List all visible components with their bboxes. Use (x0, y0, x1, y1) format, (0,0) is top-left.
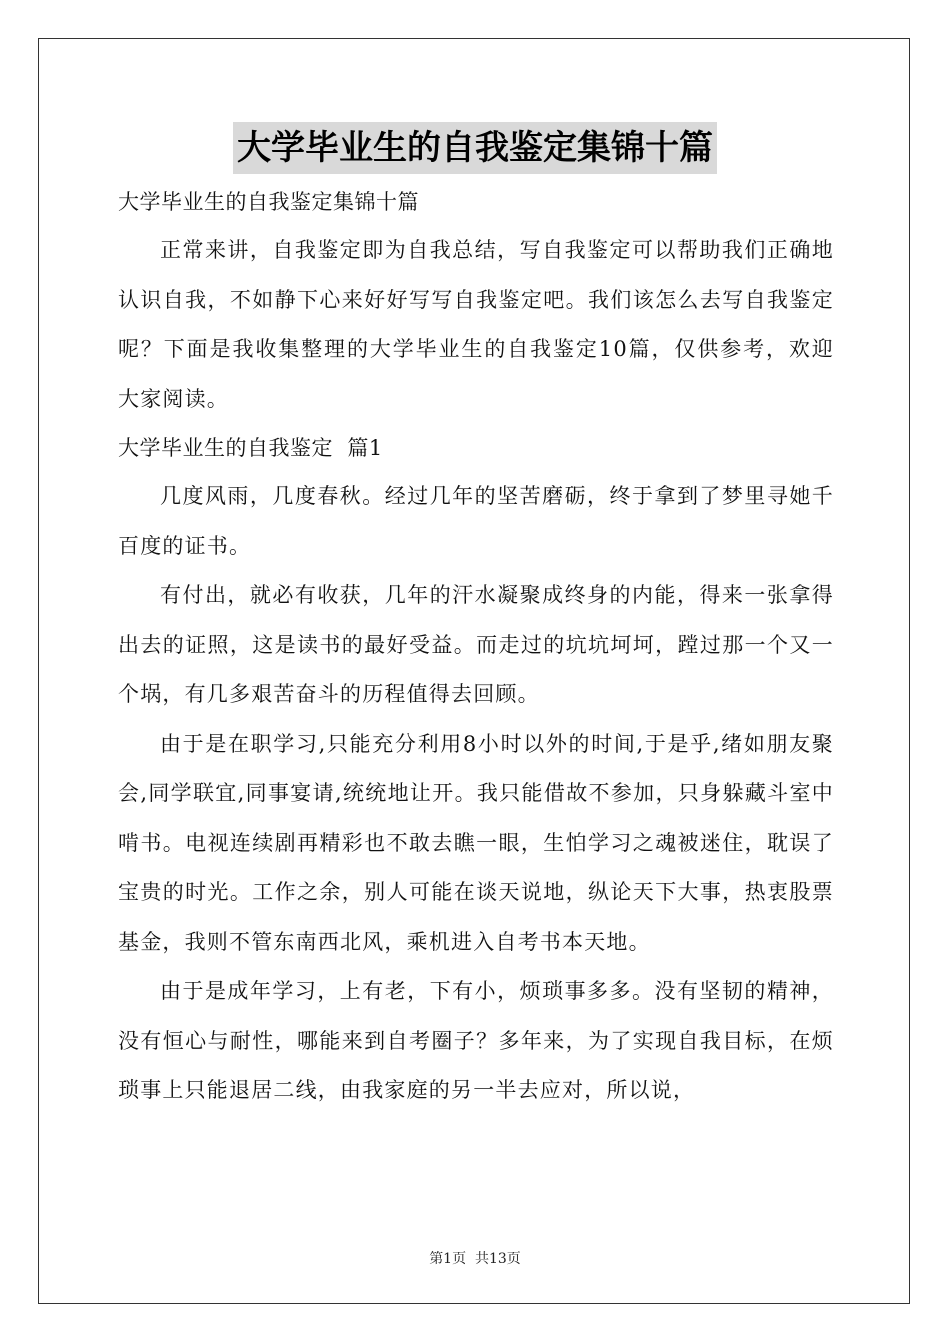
page-footer (0, 1248, 950, 1268)
document-subtitle: 大学毕业生的自我鉴定集锦十篇 (118, 190, 419, 214)
document-title: 大学毕业生的自我鉴定集锦十篇 (233, 122, 717, 174)
body-paragraph-1: 几度风雨，几度春秋。经过几年的坚苦磨砺，终于拿到了梦里寻她千百度的证书。 (118, 484, 834, 558)
title-container (0, 122, 950, 174)
intro-paragraph: 正常来讲，自我鉴定即为自我总结，写自我鉴定可以帮助我们正确地认识自我，不如静下心来好好写写自我鉴定吧。我们该怎么去写自我鉴定呢？下面是我收集整理的大学毕业生的自我鉴定10篇，仅供参考，欢迎大家阅读。 (118, 238, 834, 411)
body-paragraph-3: 由于是在职学习,只能充分利用8小时以外的时间,于是乎,绪如朋友聚会,同学联宜,同事宴请,统统地让开。我只能借故不参加，只身躲藏斗室中啃书。电视连续剧再精彩也不敢去瞧一眼，生怕学习之魂被迷住，耽误了宝贵的时光。工作之余，别人可能在谈天说地，纵论天下大事，热衷股票基金，我则不管东南西北风，乘机进入自考书本天地。 (118, 731, 834, 954)
section-heading: 大学毕业生的自我鉴定 篇1 (118, 436, 383, 460)
body-paragraph-2: 有付出，就必有收获，几年的汗水凝聚成终身的内能，得来一张拿得出去的证照，这是读书的最好受益。而走过的坑坑坷坷，蹚过那一个又一个埚，有几多艰苦奋斗的历程值得去回顾。 (118, 583, 834, 706)
page-number: 第1页 共13页 (429, 1251, 521, 1267)
document-body (118, 178, 834, 1116)
body-paragraph-4: 由于是成年学习，上有老，下有小，烦琐事多多。没有坚韧的精神，没有恒心与耐性，哪能来到自考圈子？多年来，为了实现自我目标，在烦琐事上只能退居二线，由我家庭的另一半去应对，所以说， (118, 979, 834, 1102)
